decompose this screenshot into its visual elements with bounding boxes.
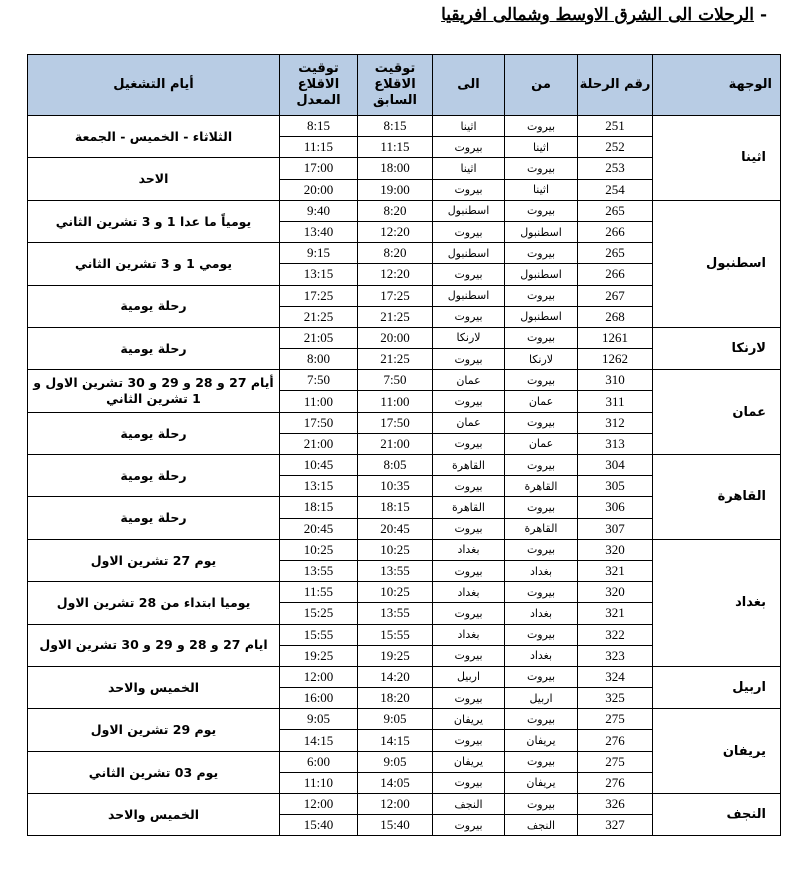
to-cell: لارنكا xyxy=(433,327,505,348)
new-time-cell: 17:50 xyxy=(280,412,358,433)
to-cell: القاهرة xyxy=(433,497,505,518)
operating-days-cell: أيام 27 و 28 و 29 و 30 تشرين الاول و 1 تشرين الثاني xyxy=(28,370,280,412)
destination-cell: اثينا xyxy=(653,116,781,201)
flight-number-cell: 304 xyxy=(578,455,653,476)
operating-days-cell: يومياً ما عدا 1 و 3 تشرين الثاني xyxy=(28,200,280,242)
operating-days-cell: الخميس والاحد xyxy=(28,666,280,708)
previous-time-cell: 8:15 xyxy=(358,116,433,137)
new-time-cell: 17:25 xyxy=(280,285,358,306)
to-cell: بيروت xyxy=(433,433,505,454)
table-row xyxy=(28,709,781,730)
to-cell: بيروت xyxy=(433,306,505,327)
new-time-cell: 9:40 xyxy=(280,200,358,221)
from-cell: بيروت xyxy=(505,751,578,772)
new-time-cell: 15:55 xyxy=(280,624,358,645)
from-cell: اثينا xyxy=(505,179,578,200)
from-cell: بيروت xyxy=(505,709,578,730)
flight-number-cell: 275 xyxy=(578,709,653,730)
to-cell: يريفان xyxy=(433,709,505,730)
from-cell: بيروت xyxy=(505,412,578,433)
new-time-cell: 13:40 xyxy=(280,221,358,242)
table-row xyxy=(28,200,781,221)
from-cell: اسطنبول xyxy=(505,264,578,285)
flight-number-cell: 312 xyxy=(578,412,653,433)
previous-time-cell: 10:35 xyxy=(358,476,433,497)
flight-number-cell: 265 xyxy=(578,200,653,221)
operating-days-cell: رحلة يومية xyxy=(28,285,280,327)
table-row xyxy=(28,370,781,391)
new-time-cell: 7:50 xyxy=(280,370,358,391)
to-cell: اسطنبول xyxy=(433,200,505,221)
to-cell: اربيل xyxy=(433,666,505,687)
previous-time-cell: 15:55 xyxy=(358,624,433,645)
previous-time-cell: 9:05 xyxy=(358,751,433,772)
title-text: الرحلات الى الشرق الاوسط وشمالى افريقيا xyxy=(441,5,755,25)
to-cell: بيروت xyxy=(433,688,505,709)
operating-days-cell: رحلة يومية xyxy=(28,412,280,454)
header-previous-time: توقيت الاقلاع السابق xyxy=(358,55,433,116)
new-time-cell: 11:55 xyxy=(280,582,358,603)
new-time-cell: 6:00 xyxy=(280,751,358,772)
operating-days-cell: يومي 1 و 3 تشرين الثاني xyxy=(28,243,280,285)
from-cell: بيروت xyxy=(505,539,578,560)
destination-cell: لارنكا xyxy=(653,327,781,369)
previous-time-cell: 13:55 xyxy=(358,603,433,624)
flight-number-cell: 276 xyxy=(578,772,653,793)
from-cell: اثينا xyxy=(505,137,578,158)
new-time-cell: 11:00 xyxy=(280,391,358,412)
previous-time-cell: 19:25 xyxy=(358,645,433,666)
flight-number-cell: 305 xyxy=(578,476,653,497)
to-cell: بيروت xyxy=(433,221,505,242)
operating-days-cell: يوم 03 تشرين الثاني xyxy=(28,751,280,793)
flight-number-cell: 313 xyxy=(578,433,653,454)
from-cell: يريفان xyxy=(505,730,578,751)
to-cell: بيروت xyxy=(433,476,505,497)
header-operating-days: أيام التشغيل xyxy=(28,55,280,116)
from-cell: القاهرة xyxy=(505,476,578,497)
from-cell: بيروت xyxy=(505,666,578,687)
from-cell: لارنكا xyxy=(505,349,578,370)
from-cell: بغداد xyxy=(505,560,578,581)
previous-time-cell: 14:15 xyxy=(358,730,433,751)
to-cell: عمان xyxy=(433,370,505,391)
previous-time-cell: 10:25 xyxy=(358,539,433,560)
new-time-cell: 15:40 xyxy=(280,815,358,836)
to-cell: بيروت xyxy=(433,137,505,158)
page-title xyxy=(441,5,767,25)
flight-number-cell: 320 xyxy=(578,582,653,603)
previous-time-cell: 17:50 xyxy=(358,412,433,433)
to-cell: بيروت xyxy=(433,645,505,666)
to-cell: اثينا xyxy=(433,158,505,179)
from-cell: اربيل xyxy=(505,688,578,709)
new-time-cell: 21:05 xyxy=(280,327,358,348)
table-row xyxy=(28,116,781,137)
header-from: من xyxy=(505,55,578,116)
destination-cell: النجف xyxy=(653,794,781,836)
from-cell: بيروت xyxy=(505,794,578,815)
to-cell: بغداد xyxy=(433,539,505,560)
operating-days-cell: الخميس والاحد xyxy=(28,794,280,836)
flight-number-cell: 311 xyxy=(578,391,653,412)
operating-days-cell: يوميا ابتداء من 28 تشرين الاول xyxy=(28,582,280,624)
previous-time-cell: 19:00 xyxy=(358,179,433,200)
from-cell: بيروت xyxy=(505,116,578,137)
previous-time-cell: 14:05 xyxy=(358,772,433,793)
to-cell: اثينا xyxy=(433,116,505,137)
from-cell: بيروت xyxy=(505,624,578,645)
flight-number-cell: 276 xyxy=(578,730,653,751)
from-cell: يريفان xyxy=(505,772,578,793)
previous-time-cell: 18:15 xyxy=(358,497,433,518)
new-time-cell: 11:15 xyxy=(280,137,358,158)
new-time-cell: 8:00 xyxy=(280,349,358,370)
flight-number-cell: 275 xyxy=(578,751,653,772)
previous-time-cell: 11:15 xyxy=(358,137,433,158)
header-flight-number: رقم الرحلة xyxy=(578,55,653,116)
previous-time-cell: 21:25 xyxy=(358,306,433,327)
to-cell: بيروت xyxy=(433,179,505,200)
new-time-cell: 17:00 xyxy=(280,158,358,179)
to-cell: بيروت xyxy=(433,603,505,624)
from-cell: بيروت xyxy=(505,327,578,348)
flight-number-cell: 321 xyxy=(578,560,653,581)
to-cell: بيروت xyxy=(433,264,505,285)
new-time-cell: 10:45 xyxy=(280,455,358,476)
flights-table xyxy=(27,54,781,836)
new-time-cell: 14:15 xyxy=(280,730,358,751)
from-cell: بغداد xyxy=(505,603,578,624)
operating-days-cell: ايام 27 و 28 و 29 و 30 تشرين الاول xyxy=(28,624,280,666)
to-cell: بيروت xyxy=(433,815,505,836)
to-cell: يريفان xyxy=(433,751,505,772)
destination-cell: يريفان xyxy=(653,709,781,794)
operating-days-cell: رحلة يومية xyxy=(28,327,280,369)
from-cell: اسطنبول xyxy=(505,306,578,327)
previous-time-cell: 9:05 xyxy=(358,709,433,730)
previous-time-cell: 8:20 xyxy=(358,243,433,264)
to-cell: بيروت xyxy=(433,772,505,793)
to-cell: بيروت xyxy=(433,518,505,539)
to-cell: بغداد xyxy=(433,582,505,603)
flight-number-cell: 326 xyxy=(578,794,653,815)
destination-cell: اسطنبول xyxy=(653,200,781,327)
previous-time-cell: 21:25 xyxy=(358,349,433,370)
flight-number-cell: 1262 xyxy=(578,349,653,370)
operating-days-cell: يوم 27 تشرين الاول xyxy=(28,539,280,581)
flight-number-cell: 266 xyxy=(578,221,653,242)
operating-days-cell: رحلة يومية xyxy=(28,497,280,539)
previous-time-cell: 12:00 xyxy=(358,794,433,815)
to-cell: بيروت xyxy=(433,730,505,751)
new-time-cell: 9:05 xyxy=(280,709,358,730)
from-cell: بيروت xyxy=(505,370,578,391)
flight-number-cell: 323 xyxy=(578,645,653,666)
previous-time-cell: 8:05 xyxy=(358,455,433,476)
operating-days-cell: الاحد xyxy=(28,158,280,200)
previous-time-cell: 18:20 xyxy=(358,688,433,709)
flight-number-cell: 252 xyxy=(578,137,653,158)
destination-cell: بغداد xyxy=(653,539,781,666)
to-cell: بيروت xyxy=(433,349,505,370)
header-to: الى xyxy=(433,55,505,116)
new-time-cell: 15:25 xyxy=(280,603,358,624)
table-row xyxy=(28,666,781,687)
previous-time-cell: 20:00 xyxy=(358,327,433,348)
new-time-cell: 13:55 xyxy=(280,560,358,581)
header-new-time: توقيت الاقلاع المعدل xyxy=(280,55,358,116)
new-time-cell: 13:15 xyxy=(280,264,358,285)
flight-number-cell: 307 xyxy=(578,518,653,539)
previous-time-cell: 14:20 xyxy=(358,666,433,687)
header-destination: الوجهة xyxy=(653,55,781,116)
title-prefix: - xyxy=(759,5,767,25)
flight-number-cell: 251 xyxy=(578,116,653,137)
to-cell: بيروت xyxy=(433,391,505,412)
flight-number-cell: 320 xyxy=(578,539,653,560)
previous-time-cell: 21:00 xyxy=(358,433,433,454)
to-cell: بيروت xyxy=(433,560,505,581)
from-cell: بيروت xyxy=(505,582,578,603)
new-time-cell: 8:15 xyxy=(280,116,358,137)
flight-number-cell: 324 xyxy=(578,666,653,687)
from-cell: بيروت xyxy=(505,200,578,221)
operating-days-cell: يوم 29 تشرين الاول xyxy=(28,709,280,751)
previous-time-cell: 13:55 xyxy=(358,560,433,581)
destination-cell: عمان xyxy=(653,370,781,455)
flight-number-cell: 265 xyxy=(578,243,653,264)
table-row xyxy=(28,539,781,560)
header-row xyxy=(28,55,781,116)
new-time-cell: 12:00 xyxy=(280,666,358,687)
flight-number-cell: 325 xyxy=(578,688,653,709)
new-time-cell: 9:15 xyxy=(280,243,358,264)
new-time-cell: 13:15 xyxy=(280,476,358,497)
from-cell: عمان xyxy=(505,433,578,454)
previous-time-cell: 10:25 xyxy=(358,582,433,603)
flight-number-cell: 253 xyxy=(578,158,653,179)
previous-time-cell: 11:00 xyxy=(358,391,433,412)
new-time-cell: 19:25 xyxy=(280,645,358,666)
previous-time-cell: 17:25 xyxy=(358,285,433,306)
previous-time-cell: 15:40 xyxy=(358,815,433,836)
table-row xyxy=(28,794,781,815)
from-cell: بغداد xyxy=(505,645,578,666)
flight-number-cell: 322 xyxy=(578,624,653,645)
destination-cell: القاهرة xyxy=(653,455,781,540)
new-time-cell: 16:00 xyxy=(280,688,358,709)
new-time-cell: 20:45 xyxy=(280,518,358,539)
flight-number-cell: 254 xyxy=(578,179,653,200)
previous-time-cell: 12:20 xyxy=(358,221,433,242)
flight-number-cell: 310 xyxy=(578,370,653,391)
to-cell: اسطنبول xyxy=(433,243,505,264)
new-time-cell: 18:15 xyxy=(280,497,358,518)
flight-number-cell: 268 xyxy=(578,306,653,327)
to-cell: القاهرة xyxy=(433,455,505,476)
new-time-cell: 20:00 xyxy=(280,179,358,200)
new-time-cell: 21:00 xyxy=(280,433,358,454)
table-row xyxy=(28,327,781,348)
previous-time-cell: 20:45 xyxy=(358,518,433,539)
table-body xyxy=(28,116,781,836)
to-cell: النجف xyxy=(433,794,505,815)
flight-number-cell: 1261 xyxy=(578,327,653,348)
from-cell: عمان xyxy=(505,391,578,412)
from-cell: بيروت xyxy=(505,158,578,179)
flight-number-cell: 266 xyxy=(578,264,653,285)
new-time-cell: 12:00 xyxy=(280,794,358,815)
to-cell: بغداد xyxy=(433,624,505,645)
flight-number-cell: 267 xyxy=(578,285,653,306)
from-cell: القاهرة xyxy=(505,518,578,539)
from-cell: بيروت xyxy=(505,497,578,518)
new-time-cell: 10:25 xyxy=(280,539,358,560)
new-time-cell: 11:10 xyxy=(280,772,358,793)
to-cell: عمان xyxy=(433,412,505,433)
from-cell: اسطنبول xyxy=(505,221,578,242)
previous-time-cell: 8:20 xyxy=(358,200,433,221)
flight-number-cell: 306 xyxy=(578,497,653,518)
operating-days-cell: رحلة يومية xyxy=(28,455,280,497)
new-time-cell: 21:25 xyxy=(280,306,358,327)
flight-number-cell: 321 xyxy=(578,603,653,624)
table-row xyxy=(28,455,781,476)
destination-cell: اربيل xyxy=(653,666,781,708)
from-cell: بيروت xyxy=(505,285,578,306)
previous-time-cell: 12:20 xyxy=(358,264,433,285)
to-cell: اسطنبول xyxy=(433,285,505,306)
previous-time-cell: 18:00 xyxy=(358,158,433,179)
flight-number-cell: 327 xyxy=(578,815,653,836)
operating-days-cell: الثلاثاء - الخميس - الجمعة xyxy=(28,116,280,158)
from-cell: بيروت xyxy=(505,455,578,476)
from-cell: النجف xyxy=(505,815,578,836)
previous-time-cell: 7:50 xyxy=(358,370,433,391)
from-cell: بيروت xyxy=(505,243,578,264)
